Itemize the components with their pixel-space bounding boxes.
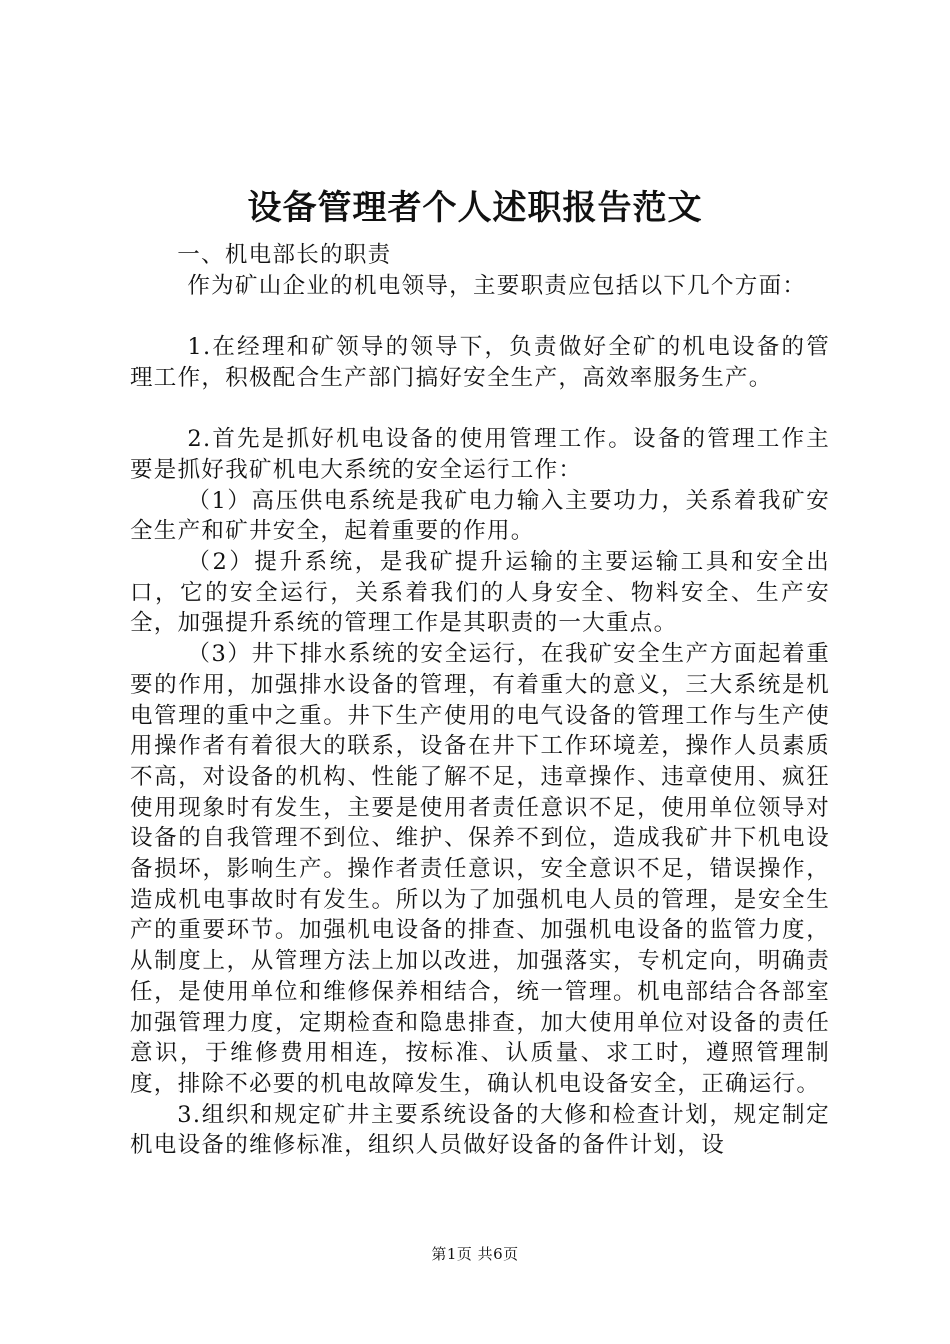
paragraph-intro: 作为矿山企业的机电领导，主要职责应包括以下几个方面： [187,272,807,299]
document-title: 设备管理者个人述职报告范文 [247,188,703,228]
section-heading: 一、机电部长的职责 [177,242,392,268]
paragraph-item-2: 2.首先是抓好机电设备的使用管理工作。设备的管理工作主要是抓好我矿机电大系统的安全运行工作： [130,426,830,483]
document-body [130,240,830,1161]
page-number-footer: 第1页 共6页 [431,1245,519,1263]
paragraph-subitem-3: （3）井下排水系统的安全运行，在我矿安全生产方面起着重要的作用，加强排水设备的管理，有着重大的意义，三大系统是机电管理的重中之重。井下生产使用的电气设备的管理工作与生产使用操作者有着很大的联系，设备在井下工作环境差，操作人员素质不高，对设备的机构、性能了解不足，违章操作、违章使用、疯狂使用现象时有发生，主要是使用者责任意识不足，使用单位领导对设备的自我管理不到位、维护、保养不到位，造成我矿井下机电设备损坏，影响生产。操作者责任意识，安全意识不足，错误操作，造成机电事故时有发生。所以为了加强机电人员的管理，是安全生产的重要环节。加强机电设备的排查、加强机电设备的监管力度，从制度上，从管理方法上加以改进，加强落实，专机定向，明确责任，是使用单位和维修保养相结合，统一管理。机电部结合各部室加强管理力度，定期检查和隐患排查，加大使用单位对设备的责任意识，于维修费用相连，按标准、认质量、求工时，遵照管理制度，排除不必要的机电故障发生，确认机电设备安全，正确运行。 [130,641,830,1097]
paragraph-subitem-2: （2）提升系统，是我矿提升运输的主要运输工具和安全出口，它的安全运行，关系着我们的人身安全、物料安全、生产安全，加强提升系统的管理工作是其职责的一大重点。 [130,549,830,637]
paragraph-subitem-1: （1）高压供电系统是我矿电力输入主要功力，关系着我矿安全生产和矿井安全，起着重要的作用。 [130,487,830,545]
paragraph-item-1: 1.在经理和矿领导的领导下，负责做好全矿的机电设备的管理工作，积极配合生产部门搞好安全生产，高效率服务生产。 [130,334,830,391]
paragraph-item-3: 3.组织和规定矿井主要系统设备的大修和检查计划，规定制定机电设备的维修标准，组织人员做好设备的备件计划，设 [130,1101,830,1159]
